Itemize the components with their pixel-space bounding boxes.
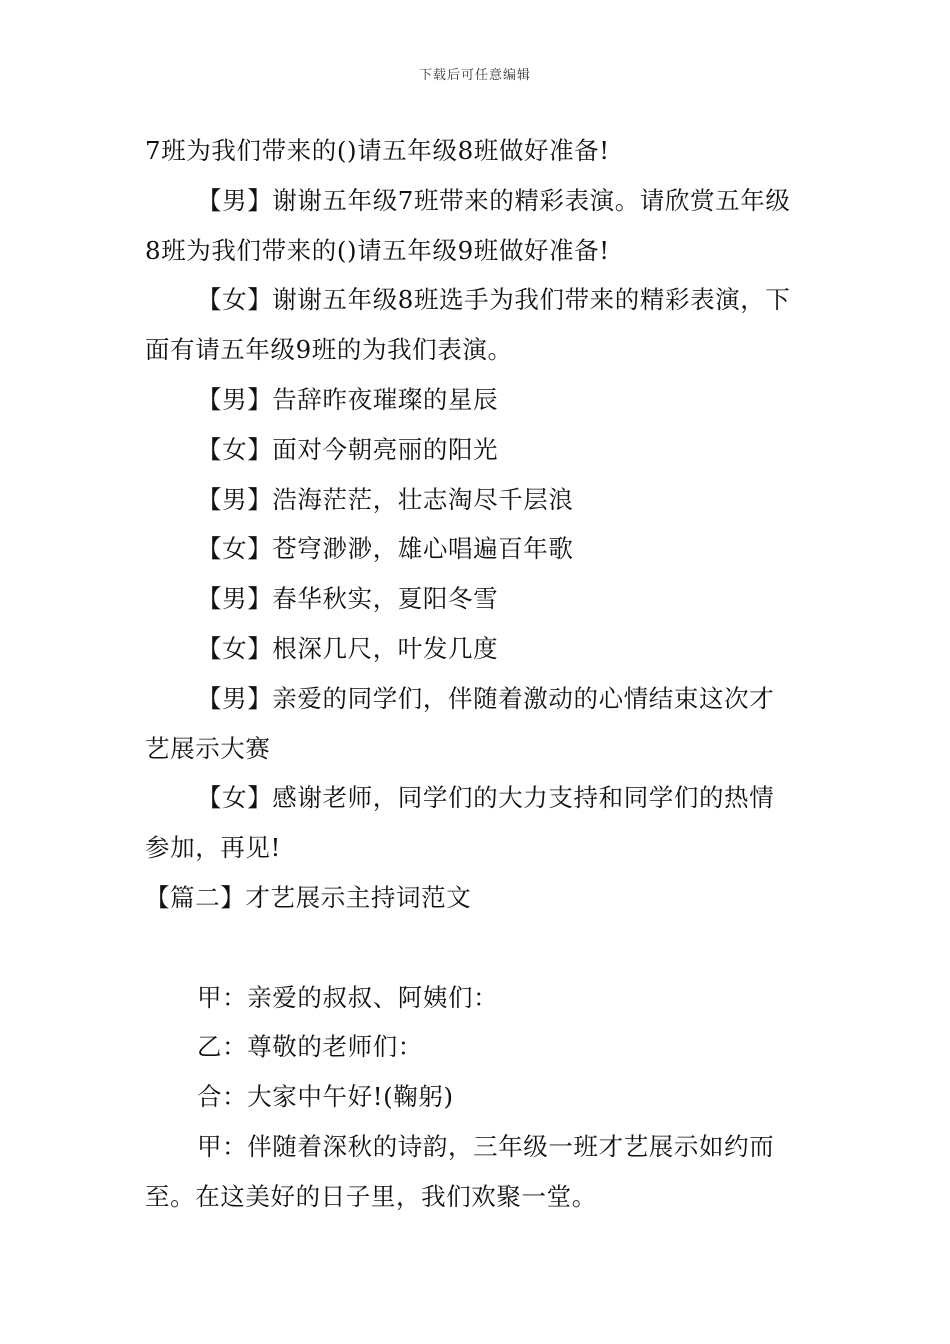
text-line: 甲：伴随着深秋的诗韵，三年级一班才艺展示如约而 — [197, 1131, 775, 1161]
text-line: 【男】春华秋实，夏阳冬雪 — [197, 584, 499, 614]
page-header-note: 下载后可任意编辑 — [418, 68, 531, 83]
text-line: 参加，再见! — [145, 833, 281, 863]
document-body — [145, 126, 810, 1222]
blank-line — [145, 923, 810, 973]
text-line: 【女】感谢老师，同学们的大力支持和同学们的热情 — [197, 783, 775, 813]
text-line: 【男】亲爱的同学们，伴随着激动的心情结束这次才 — [197, 683, 775, 713]
text-line: 合：大家中午好!(鞠躬) — [197, 1082, 454, 1112]
text-line: 【女】面对今朝亮丽的阳光 — [197, 434, 499, 464]
text-line: 至。在这美好的日子里，我们欢聚一堂。 — [145, 1181, 597, 1211]
text-line: 7班为我们带来的()请五年级8班做好准备! — [145, 136, 610, 165]
text-line: 【男】告辞昨夜璀璨的星辰 — [197, 384, 499, 414]
text-line: 【女】苍穹渺渺，雄心唱遍百年歌 — [197, 534, 574, 564]
text-line: 【女】根深几尺，叶发几度 — [197, 633, 499, 663]
text-line: 【女】谢谢五年级8班选手为我们带来的精彩表演，下 — [197, 285, 791, 315]
text-line: 甲：亲爱的叔叔、阿姨们： — [197, 982, 499, 1012]
section-heading: 【篇二】才艺展示主持词范文 — [145, 882, 472, 912]
text-line: 面有请五年级9班的为我们表演。 — [145, 335, 513, 365]
text-line: 艺展示大赛 — [145, 733, 271, 763]
text-line: 【男】谢谢五年级7班带来的精彩表演。请欣赏五年级 — [197, 185, 791, 215]
text-line: 【男】浩海茫茫，壮志淘尽千层浪 — [197, 484, 574, 514]
text-line: 8班为我们带来的()请五年级9班做好准备! — [145, 235, 610, 265]
text-line: 乙：尊敬的老师们： — [197, 1032, 423, 1062]
